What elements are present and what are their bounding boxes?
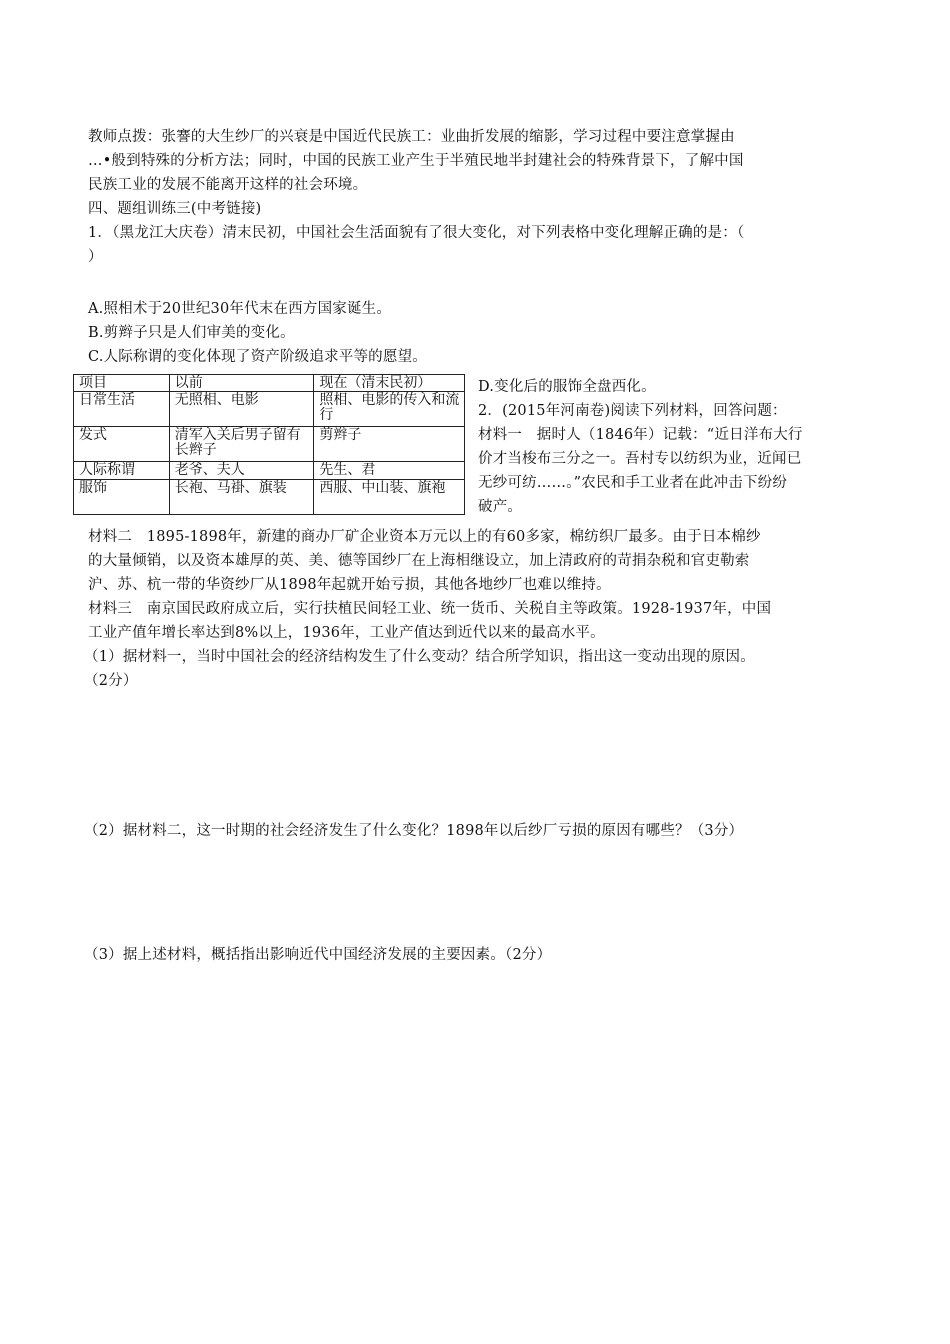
q2-sub-question-1-line-2: （2分）: [84, 673, 138, 689]
q2-material-1-line-2: 价才当梭布三分之一。吾村专以纺织为业，近闻已: [478, 451, 802, 467]
table-cell: 先生、君: [314, 462, 465, 480]
q2-material-3-line-1: 材料三 南京国民政府成立后，实行扶植民间轻工业、统一货币、关税自主等政策。1928-1937年，中国: [88, 601, 772, 617]
table-cell: 清军入关后男子留有长辫子: [169, 427, 314, 462]
table-cell: 以前: [169, 375, 314, 392]
q2-sub-question-2: （2）据材料二，这一时期的社会经济发生了什么变化？1898年以后纱厂亏损的原因有哪些？（3分）: [84, 823, 744, 839]
table-cell: 现在（清末民初）: [314, 375, 465, 392]
table-row: [74, 462, 465, 480]
teacher-tip-line-2: …•般到特殊的分析方法；同时，中国的民族工业产生于半殖民地半封建社会的特殊背景下，了解中国: [88, 153, 744, 169]
teacher-tip-line-1: 教师点拨：张謇的大生纱厂的兴衰是中国近代民族工：业曲折发展的缩影，学习过程中要注意掌握由: [88, 129, 735, 145]
q1-option-a: A.照相术于20世纪30年代末在西方国家诞生。: [88, 301, 392, 317]
q1-stem-line-2: ）: [88, 249, 103, 265]
table-cell: 日常生活: [74, 392, 170, 427]
table-header-row: [74, 375, 465, 392]
teacher-tip-line-3: 民族工业的发展不能离开这样的社会环境。: [88, 177, 368, 193]
table-row: [74, 392, 465, 427]
q2-material-1-line-3: 无纱可纺……。”农民和手工业者在此冲击下纷纷: [478, 475, 788, 491]
table-cell: 无照相、电影: [169, 392, 314, 427]
q2-material-2-line-2: 的大量倾销，以及资本雄厚的英、美、德等国纱厂在上海相继设立，加上清政府的苛捐杂税和官吏勒索: [88, 553, 750, 569]
q2-sub-question-3: （3）据上述材料，概括指出影响近代中国经济发展的主要因素。（2分）: [84, 947, 552, 963]
q2-material-2-line-3: 沪、苏、杭一带的华资纱厂从1898年起就开始亏损，其他各地纱厂也难以维持。: [88, 577, 611, 593]
q1-stem-line-1: 1．（黑龙江大庆卷）清末民初，中国社会生活面貌有了很大变化，对下列表格中变化理解正确的是：（: [88, 225, 745, 241]
q1-option-b: B.剪辫子只是人们审美的变化。: [88, 325, 295, 341]
q2-sub-question-1-line-1: （1）据材料一，当时中国社会的经济结构发生了什么变动？结合所学知识，指出这一变动出现的原因。: [84, 649, 755, 665]
table-cell: 长袍、马褂、旗装: [169, 480, 314, 515]
q2-material-3-line-2: 工业产值年增长率达到8%以上，1936年，工业产值达到近代以来的最高水平。: [88, 625, 605, 641]
table-cell: 服饰: [74, 480, 170, 515]
table-cell: 老爷、夫人: [169, 462, 314, 480]
table-cell: 剪辫子: [314, 427, 465, 462]
table-row: [74, 480, 465, 515]
table-cell: 照相、电影的传入和流行: [314, 392, 465, 427]
q2-stem: 2．(2015年河南卷)阅读下列材料，回答问题：: [478, 403, 787, 419]
table-cell: 人际称谓: [74, 462, 170, 480]
q1-option-d: D.变化后的服饰全盘西化。: [478, 379, 656, 395]
q1-option-c: C.人际称谓的变化体现了资产阶级追求平等的愿望。: [88, 349, 427, 365]
section-title: 四、题组训练三(中考链接): [88, 201, 262, 217]
q2-material-1-line-4: 破产。: [478, 499, 523, 515]
table-row: [74, 427, 465, 462]
table-cell: 项目: [74, 375, 170, 392]
table-cell: 西服、中山装、旗袍: [314, 480, 465, 515]
table-cell: 发式: [74, 427, 170, 462]
q2-material-1-line-1: 材料一 据时人（1846年）记载：“近日洋布大行: [478, 427, 803, 443]
q1-comparison-table: [73, 374, 465, 515]
q2-material-2-line-1: 材料二 1895-1898年，新建的商办厂矿企业资本万元以上的有60多家，棉纺织厂最多。由于日本棉纱: [88, 529, 761, 545]
